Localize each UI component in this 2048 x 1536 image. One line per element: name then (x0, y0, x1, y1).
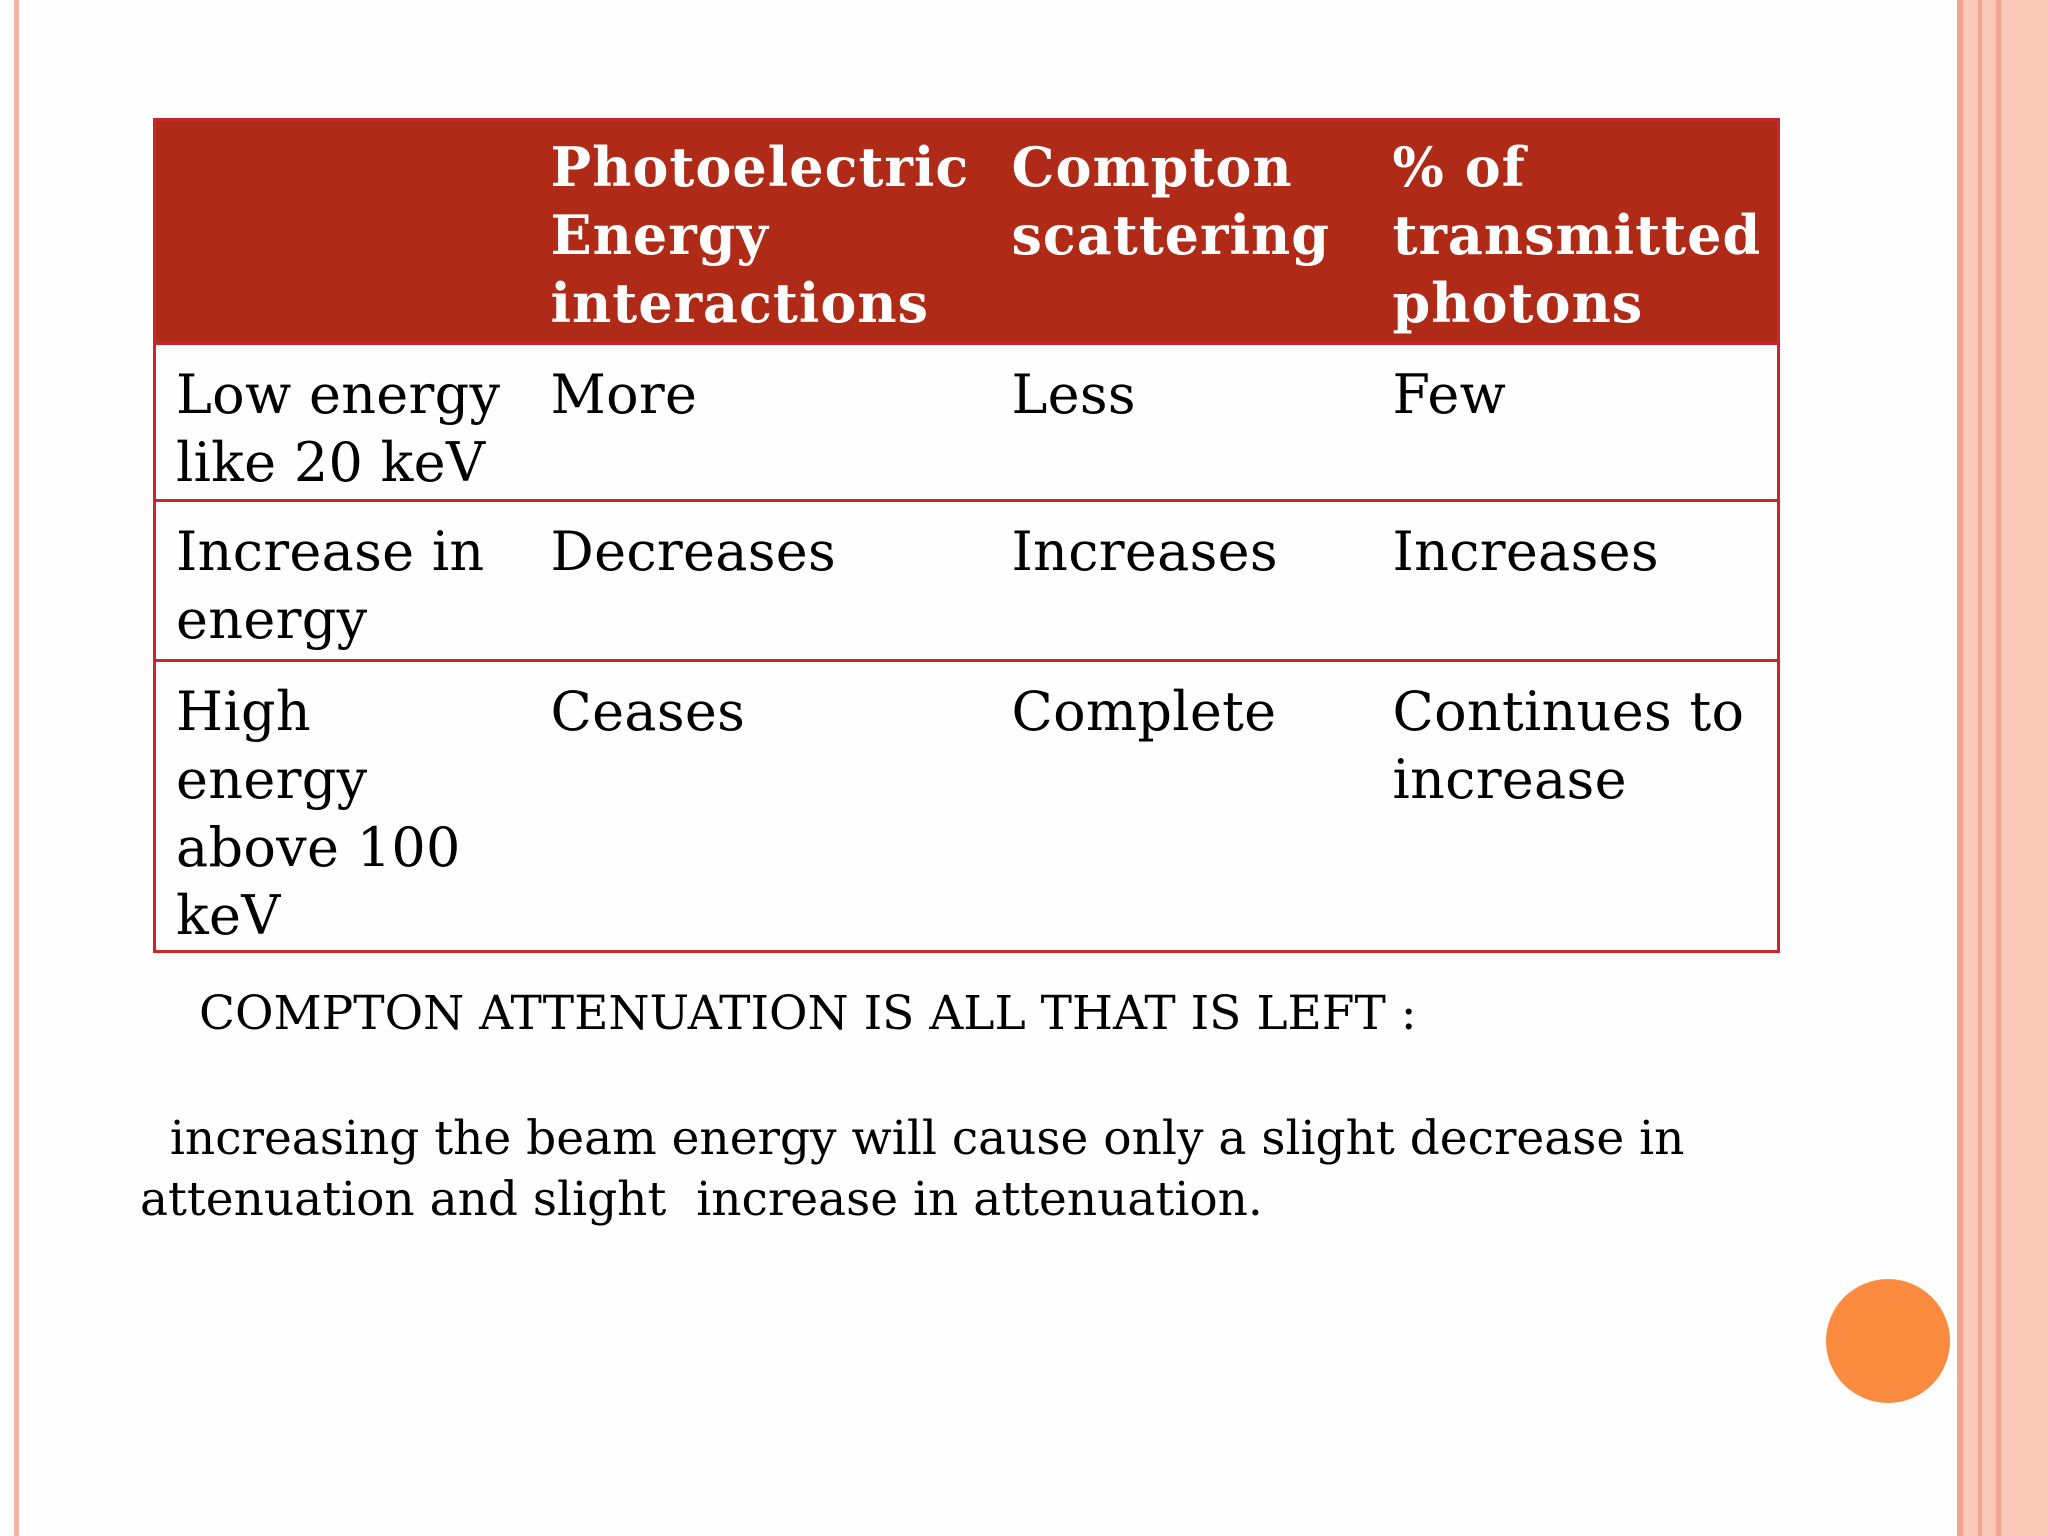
transmitted-cell: Continues to increase (1392, 680, 1745, 811)
right-decorative-line-1 (1957, 0, 1963, 1536)
photoelectric-cell: More (550, 363, 698, 426)
right-decorative-line-2 (1978, 0, 1982, 1536)
header-cell-empty (155, 120, 531, 344)
right-decorative-line-3 (1996, 0, 2001, 1536)
compton-cell: Increases (1011, 520, 1278, 583)
compton-cell: Complete (1011, 680, 1277, 743)
transmitted-cell: Increases (1392, 520, 1659, 583)
table-row (155, 344, 1779, 501)
header-cell-transmitted: % of transmitted photons (1373, 120, 1779, 344)
photoelectric-cell: Ceases (550, 680, 746, 743)
table-header-row (155, 120, 1779, 344)
right-decorative-band (1957, 0, 2048, 1536)
row-label-cell: High energy above 100 keV (176, 680, 461, 947)
row-label-cell: Low energy like 20 keV (176, 363, 501, 494)
photoelectric-cell: Decreases (550, 520, 837, 583)
table-row (155, 661, 1779, 952)
compton-cell: Less (1011, 363, 1136, 426)
transmitted-cell: Few (1392, 363, 1507, 426)
compton-attenuation-heading: COMPTON ATTENUATION IS ALL THAT IS LEFT : (199, 986, 1417, 1041)
table-row (155, 501, 1779, 661)
orange-circle-decoration (1826, 1279, 1950, 1403)
explanation-paragraph: increasing the beam energy will cause only a slight decrease in attenuation and slight increase in attenuation. (140, 1111, 1700, 1227)
header-cell-photoelectric: Photoelectric Energy interactions (531, 120, 992, 344)
row-label-cell: Increase in energy (176, 520, 485, 651)
left-decorative-stripe (14, 0, 19, 1536)
header-cell-compton: Compton scattering (992, 120, 1373, 344)
energy-interaction-table (153, 118, 1780, 953)
